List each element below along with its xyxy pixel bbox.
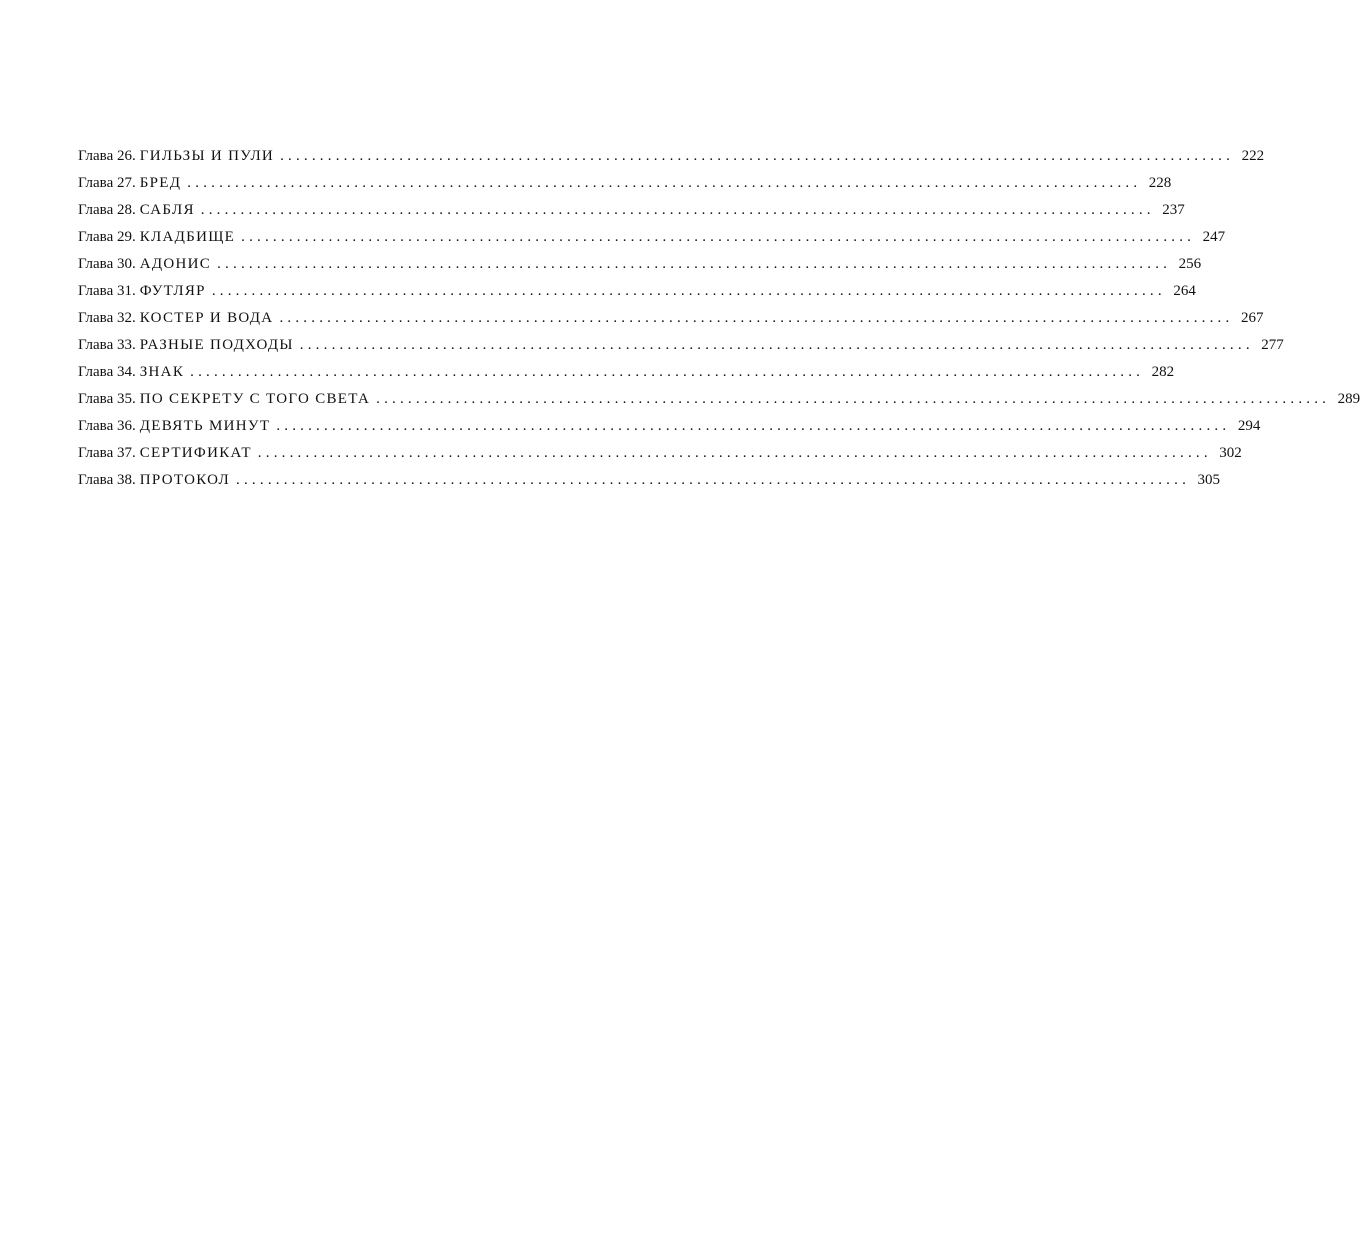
page-number: 264 bbox=[1173, 283, 1196, 299]
page-number: 282 bbox=[1151, 364, 1175, 380]
chapter-title: АДОНИС bbox=[139, 256, 212, 272]
toc-entry-29[interactable] bbox=[78, 226, 1226, 253]
dot-leader: ........................................................................................................................ bbox=[280, 148, 1235, 164]
toc-entry-34[interactable] bbox=[78, 361, 1175, 388]
chapter-number: Глава 38. bbox=[78, 472, 136, 488]
chapter-number: Глава 28. bbox=[78, 202, 136, 218]
page-number: 256 bbox=[1178, 256, 1202, 272]
page-number: 294 bbox=[1237, 418, 1261, 434]
dot-leader: ........................................................................................................................ bbox=[217, 256, 1172, 272]
chapter-number: Глава 30. bbox=[78, 256, 136, 272]
page-number: 267 bbox=[1240, 310, 1264, 326]
page-number: 289 bbox=[1337, 391, 1360, 407]
toc-entry-36[interactable] bbox=[78, 415, 1261, 442]
dot-leader: ........................................................................................................................ bbox=[276, 418, 1231, 434]
dot-leader: ........................................................................................................................ bbox=[187, 175, 1142, 191]
chapter-title: БРЕД bbox=[139, 175, 182, 191]
dot-leader: ........................................................................................................................ bbox=[299, 337, 1254, 353]
chapter-title: РАЗНЫЕ ПОДХОДЫ bbox=[139, 337, 294, 353]
toc-entry-32[interactable] bbox=[78, 307, 1264, 334]
dot-leader: ........................................................................................................................ bbox=[376, 391, 1331, 407]
toc-entry-30[interactable] bbox=[78, 253, 1202, 280]
chapter-title: ЗНАК bbox=[139, 364, 185, 380]
chapter-number: Глава 31. bbox=[78, 283, 136, 299]
dot-leader: ........................................................................................................................ bbox=[200, 202, 1155, 218]
toc-entry-33[interactable] bbox=[78, 334, 1284, 361]
chapter-title: ДЕВЯТЬ МИНУТ bbox=[139, 418, 271, 434]
page-number: 277 bbox=[1261, 337, 1284, 353]
dot-leader: ........................................................................................................................ bbox=[257, 445, 1212, 461]
chapter-number: Глава 35. bbox=[78, 391, 136, 407]
chapter-number: Глава 29. bbox=[78, 229, 136, 245]
toc-entry-37[interactable] bbox=[78, 442, 1242, 469]
toc-entry-28[interactable] bbox=[78, 199, 1185, 226]
page-number: 237 bbox=[1162, 202, 1185, 218]
page-number: 222 bbox=[1241, 148, 1265, 164]
toc-entry-27[interactable] bbox=[78, 172, 1172, 199]
page-number: 228 bbox=[1148, 175, 1172, 191]
toc-entry-26[interactable] bbox=[78, 145, 1265, 172]
toc-entry-31[interactable] bbox=[78, 280, 1196, 307]
dot-leader: ........................................................................................................................ bbox=[236, 472, 1191, 488]
chapter-number: Глава 34. bbox=[78, 364, 136, 380]
chapter-number: Глава 27. bbox=[78, 175, 136, 191]
page-number: 302 bbox=[1219, 445, 1242, 461]
dot-leader: ........................................................................................................................ bbox=[190, 364, 1145, 380]
chapter-number: Глава 33. bbox=[78, 337, 136, 353]
chapter-number: Глава 37. bbox=[78, 445, 136, 461]
chapter-title: САБЛЯ bbox=[139, 202, 195, 218]
page-number: 305 bbox=[1197, 472, 1221, 488]
chapter-title: ПО СЕКРЕТУ С ТОГО СВЕТА bbox=[139, 391, 371, 407]
dot-leader: ........................................................................................................................ bbox=[241, 229, 1196, 245]
chapter-number: Глава 36. bbox=[78, 418, 136, 434]
toc-entry-35[interactable] bbox=[78, 388, 1360, 415]
dot-leader: ........................................................................................................................ bbox=[279, 310, 1234, 326]
chapter-title: ФУТЛЯР bbox=[139, 283, 206, 299]
table-of-contents bbox=[78, 145, 1360, 496]
toc-entry-38[interactable] bbox=[78, 469, 1221, 496]
chapter-title: КОСТЕР И ВОДА bbox=[139, 310, 274, 326]
dot-leader: ........................................................................................................................ bbox=[211, 283, 1166, 299]
chapter-number: Глава 32. bbox=[78, 310, 136, 326]
chapter-number: Глава 26. bbox=[78, 148, 136, 164]
page-number: 247 bbox=[1202, 229, 1226, 245]
chapter-title: СЕРТИФИКАТ bbox=[139, 445, 252, 461]
chapter-title: КЛАДБИЩЕ bbox=[139, 229, 236, 245]
chapter-title: ПРОТОКОЛ bbox=[139, 472, 231, 488]
chapter-title: ГИЛЬЗЫ И ПУЛИ bbox=[139, 148, 275, 164]
